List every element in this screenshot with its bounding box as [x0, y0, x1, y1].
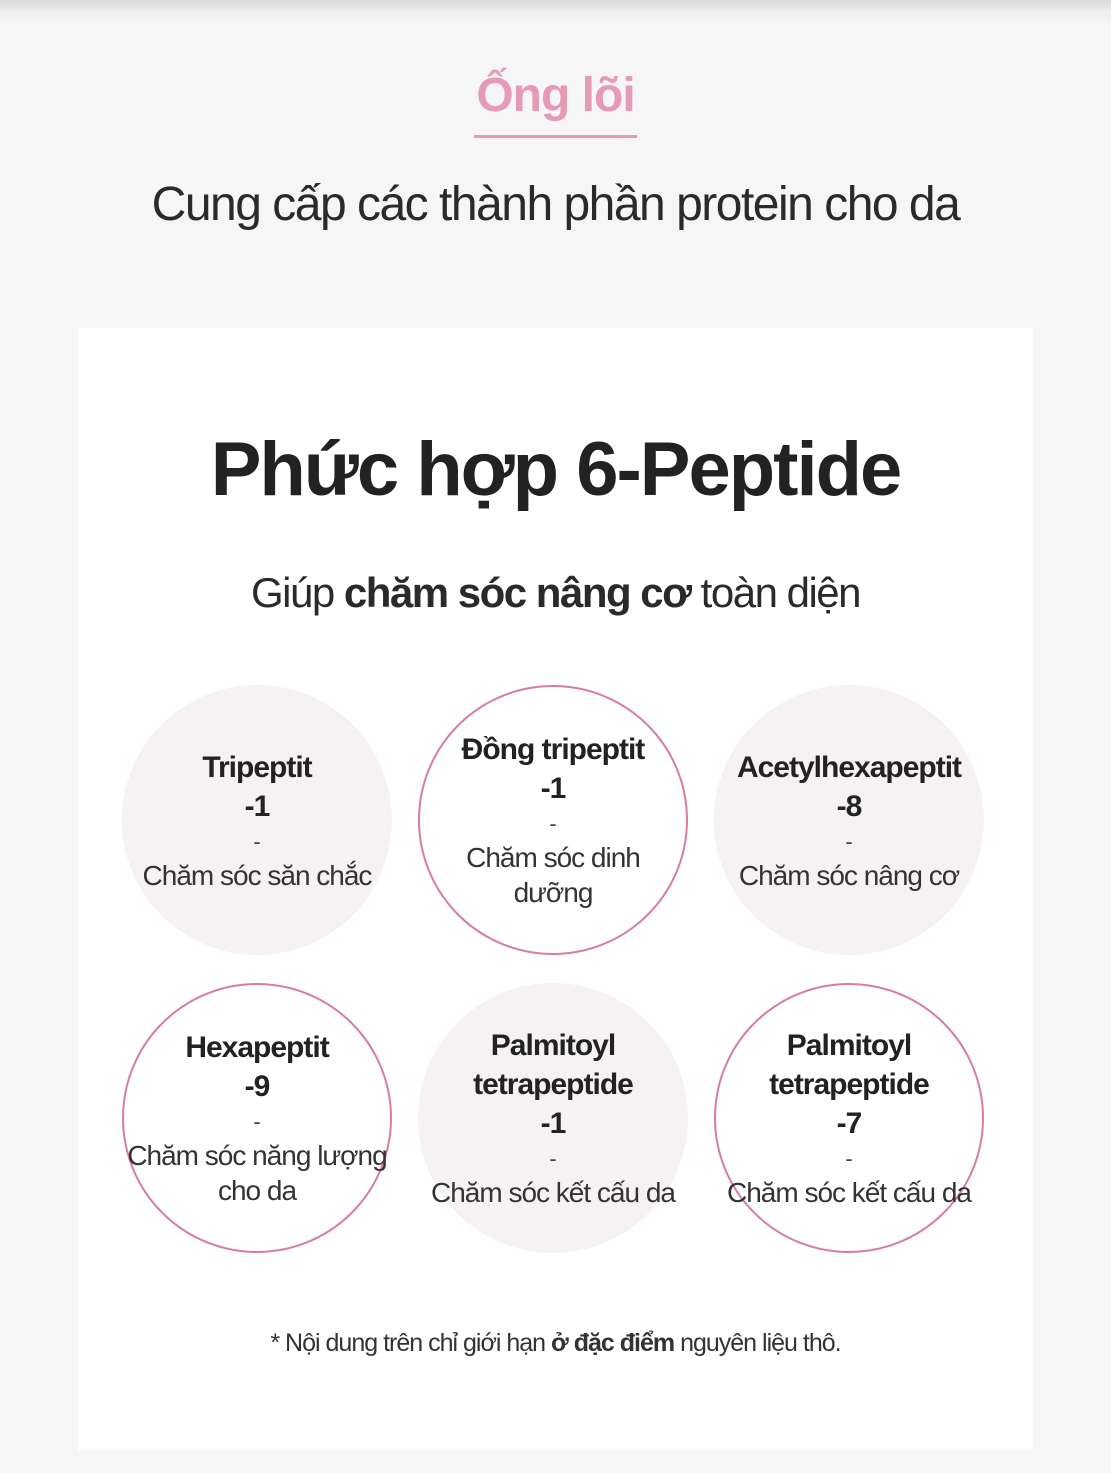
footnote-part1: * Nội dung trên chỉ giới hạn: [270, 1329, 552, 1357]
peptide-circle-tripeptide-1: [122, 685, 392, 955]
section-tag-label: Ống lõi: [474, 70, 636, 138]
peptide-circle-acetylhexapeptide-8: [714, 685, 984, 955]
footnote: [78, 1328, 1033, 1358]
subtitle-bold: chăm sóc nâng cơ: [343, 569, 691, 616]
page-headline: Cung cấp các thành phần protein cho da: [151, 178, 960, 231]
peptide-name: Hexapeptit -9: [185, 1031, 329, 1103]
footnote-bold1: ở: [551, 1329, 568, 1357]
peptide-desc: Chăm sóc kết cấu da: [430, 1177, 676, 1208]
peptide-dash: -: [253, 1109, 261, 1134]
peptide-circle-copper-tripeptide-1: [418, 685, 688, 955]
peptide-circle-palmitoyl-tetrapeptide-7: [714, 983, 984, 1253]
peptide-dash: -: [845, 828, 853, 854]
card-title: Phức hợp 6-Peptide: [210, 427, 901, 512]
peptide-desc: Chăm sóc kết cấu da: [726, 1177, 972, 1208]
peptide-name: Palmitoyl tetrapeptide -1: [473, 1029, 633, 1140]
peptide-name: Palmitoyl tetrapeptide -7: [769, 1029, 929, 1140]
footnote-part3: nguyên liệu thô.: [674, 1329, 841, 1357]
subtitle-suffix: toàn diện: [690, 569, 861, 616]
peptide-circle-palmitoyl-tetrapeptide-1: [418, 983, 688, 1253]
peptide-dash: -: [845, 1146, 853, 1171]
peptide-circle-hexapeptide-9: [122, 983, 392, 1253]
peptide-dash: -: [549, 811, 557, 836]
peptide-card: [78, 328, 1033, 1450]
footnote-bold2: đặc điểm: [573, 1329, 675, 1357]
subtitle-prefix: Giúp: [250, 569, 344, 616]
peptide-desc: Chăm sóc năng lượng cho da: [127, 1140, 387, 1206]
peptide-dash: -: [253, 828, 261, 854]
peptide-name: Tripeptit -1: [202, 750, 312, 823]
section-tag: [0, 70, 1111, 138]
peptide-desc: Chăm sóc dinh dưỡng: [466, 842, 640, 908]
peptide-name: Acetylhexapeptit -8: [736, 750, 962, 823]
peptide-name: Đồng tripeptit -1: [461, 733, 645, 805]
top-shadow: [0, 0, 1111, 26]
peptide-dash: -: [549, 1146, 557, 1171]
peptide-desc: Chăm sóc nâng cơ: [738, 859, 960, 891]
card-subtitle: [78, 568, 1033, 618]
peptide-desc: Chăm sóc săn chắc: [142, 859, 372, 891]
